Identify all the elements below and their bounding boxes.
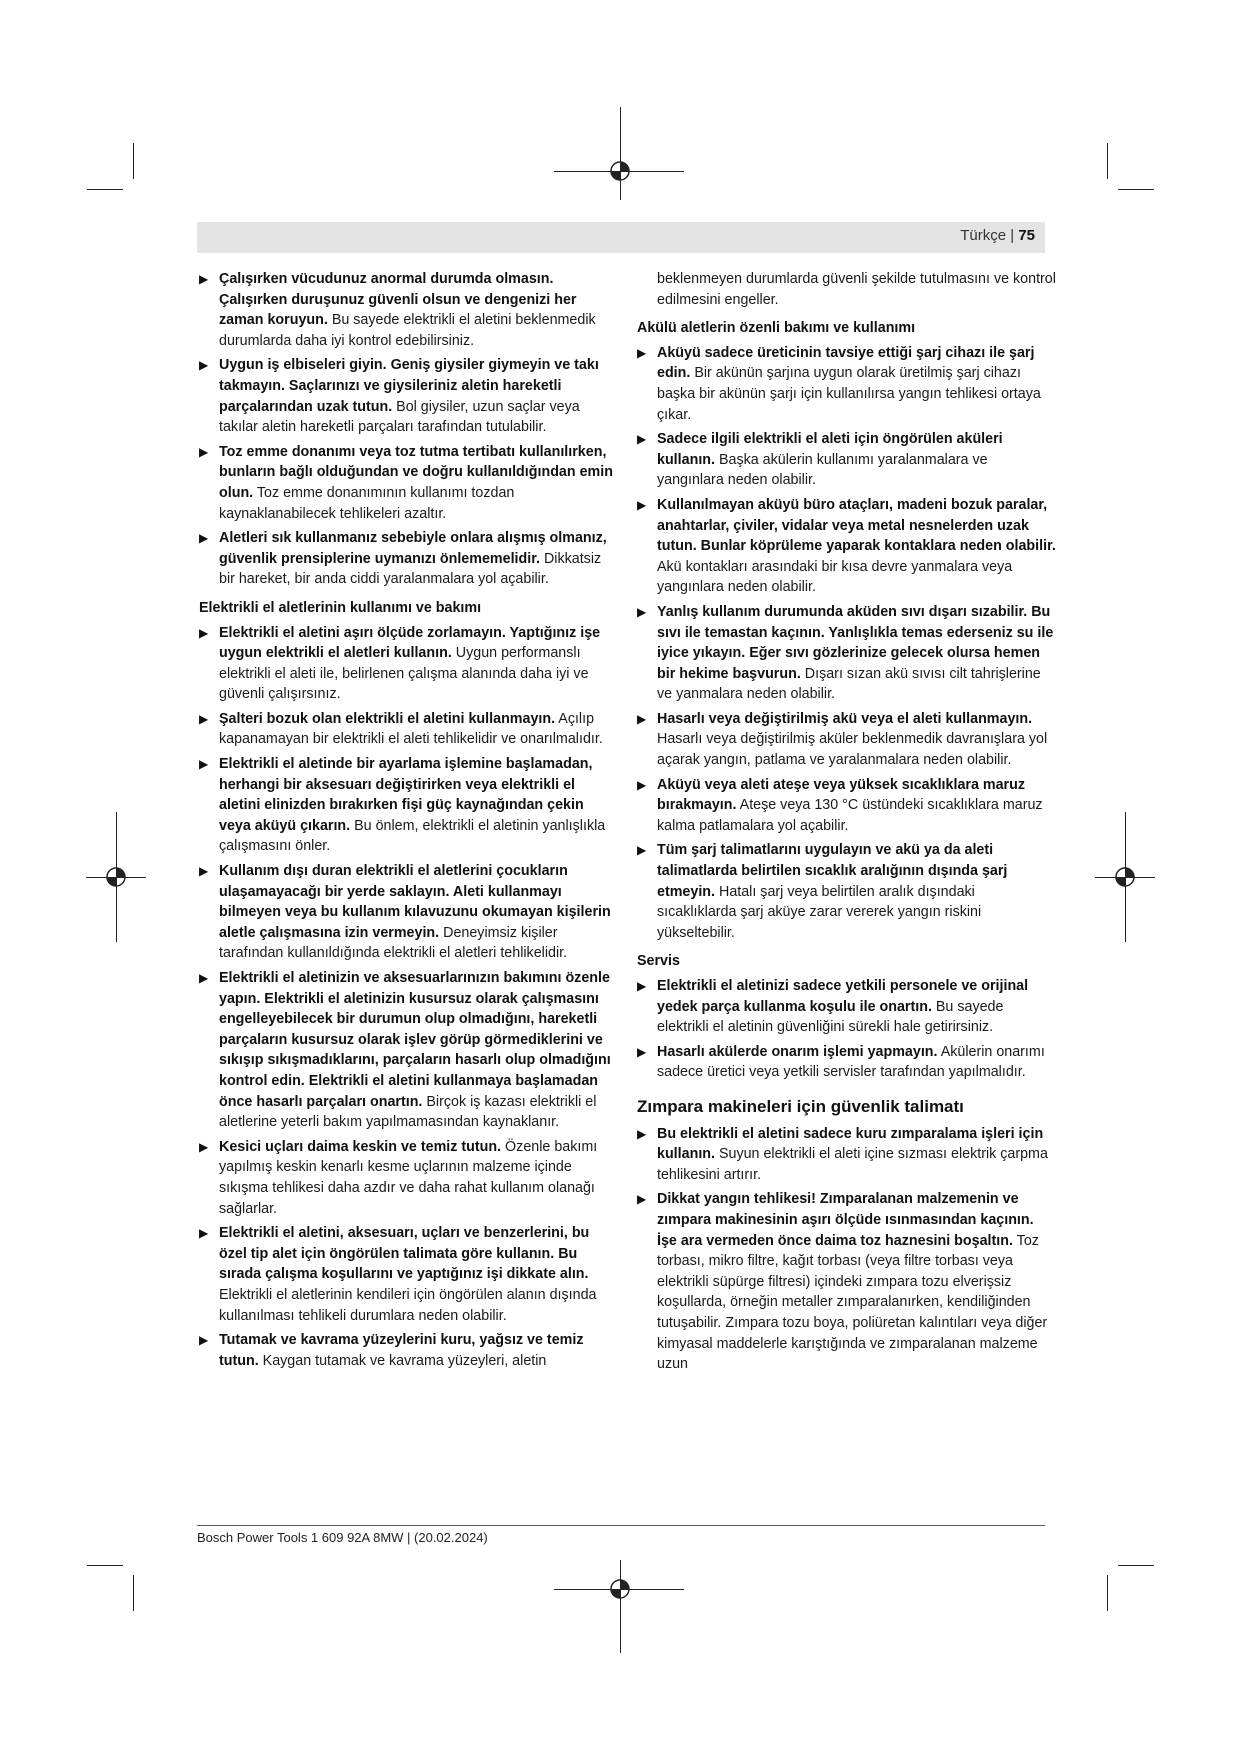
- footer-text: Bosch Power Tools 1 609 92A 8MW | (20.02.2024): [197, 1530, 488, 1545]
- list-item: [199, 442, 617, 524]
- item-text: Bol giysiler, uzun saçlar veya takılar aletin hareketli parçaları tarafından tutulabilir.: [219, 398, 580, 436]
- item-text: Özenle bakımı yapılmış keskin kenarlı kesme uçlarının malzeme içinde sıkışma tehlikesi daha azdır ve daha rahat kullanım olanağı sağlarlar.: [219, 1138, 598, 1217]
- item-text: Bu önlem, elektrikli el aletinin yanlışlıkla çalışmasını önler.: [219, 817, 606, 855]
- header-separator: |: [1010, 227, 1015, 244]
- item-bold-text: Hasarlı veya değiştirilmiş akü veya el aleti kullanmayın.: [657, 710, 1033, 727]
- item-bold-text: Toz emme donanımı veya toz tutma tertibatı kullanılırken, bunların bağlı olduğundan ve doğru kullanıldığından emin olun.: [219, 443, 613, 501]
- item-bold-text: Elektrikli el aletinizin ve aksesuarlarınızın bakımını özenle yapın. Elektrikli el aletinizin kusursuz olarak çalışmasını engelleyebilecek bir durumun olup olmadığını, hareketli parçaların kusursuz olarak işlev görüp görmediklerini ve sıkışıp sıkışmadıklarını, parçaların hasarlı olup olmadığını kontrol edin. Elektrikli el aletini kullanmaya başlamadan önce hasarlı parçaları onartın.: [219, 970, 611, 1110]
- list-item: [637, 1124, 1057, 1186]
- item-text: Deneyimsiz kişiler tarafından kullanıldığında elektrikli el aletleri tehlikelidir.: [219, 924, 568, 962]
- list-item: [199, 355, 617, 437]
- registration-target-icon: [1114, 866, 1136, 888]
- list-item: [199, 528, 617, 590]
- item-bold-text: Tüm şarj talimatlarını uygulayın ve akü ya da aleti talimatlarda belirtilen sıcaklık aralığının dışında şarj etmeyin.: [657, 842, 1008, 900]
- page-number: 75: [1018, 227, 1035, 244]
- item-text: Dışarı sızan akü sıvısı cilt tahrişlerine ve yanmalara neden olabilir.: [657, 665, 1041, 703]
- item-text: Başka akülerin kullanımı yaralanmalara ve yangınlara neden olabilir.: [657, 451, 988, 489]
- list-item: [637, 1189, 1057, 1374]
- left-column: [199, 269, 617, 1375]
- item-text: Hatalı şarj veya belirtilen aralık dışındaki sıcaklıklarda şarj aküye zarar vererek yangın riskini yükseltebilir.: [657, 883, 982, 941]
- item-bold-text: Aletleri sık kullanmanız sebebiyle onlara alışmış olmanız, güvenlik prensiplerine uymanızı önlememelidir.: [219, 530, 607, 567]
- item-bold-text: Kullanılmayan aküyü büro ataçları, madeni bozuk paralar, anahtarlar, çiviler, vidalar veya metal nesnelerden uzak tutun. Bunlar köprüleme yaparak kontaklara neden olabilir.: [657, 496, 1056, 555]
- item-text: Dikkatsiz bir hareket, bir anda ciddi yaralanmalara yol açabilir.: [219, 550, 602, 588]
- item-bold-text: Sadece ilgili elektrikli el aleti için öngörülen aküleri kullanın.: [657, 431, 1003, 468]
- registration-target-icon: [609, 160, 631, 182]
- item-text: Elektrikli el aletlerinin kendileri için öngörülen alanın dışında kullanılması tehlikeli durumlara neden olabilir.: [219, 1286, 597, 1324]
- item-text: Bu sayede elektrikli el aletini beklenmedik durumlarda daha iyi kontrol edebilirsiniz.: [219, 312, 596, 349]
- registration-target-icon: [609, 1578, 631, 1600]
- list-item: [199, 1137, 617, 1219]
- item-bold-text: Elektrikli el aletini aşırı ölçüde zorlamayın. Yaptığınız işe uygun elektrikli el aletleri kullanın.: [219, 624, 601, 662]
- page-header: [197, 222, 1045, 253]
- item-text: Ateşe veya 130 °C üstündeki sıcaklıklara maruz kalma patlamalara yol açabilir.: [657, 797, 1043, 834]
- list-item: [199, 269, 617, 351]
- crop-mark: [1118, 189, 1154, 190]
- registration-line: [620, 1560, 621, 1653]
- crop-mark: [1107, 1575, 1108, 1611]
- list-item: [637, 1042, 1057, 1083]
- item-bold-text: Çalışırken vücudunuz anormal durumda olmasın. Çalışırken duruşunuz güvenli olsun ve dengenizi her zaman koruyun.: [219, 271, 577, 329]
- list-item: [637, 840, 1057, 943]
- header-section: Türkçe: [960, 227, 1007, 244]
- list-item: [199, 709, 617, 750]
- item-bold-text: Elektrikli el aletinde bir ayarlama işlemine başlamadan, herhangi bir aksesuarı değiştirirken veya elektrikli el aletini elinizden bırakırken fişi güç kaynağından çekin veya aküyü çıkarın.: [219, 756, 593, 834]
- item-text: Toz torbası, mikro filtre, kağıt torbası (veya filtre torbası veya elektrikli süpürge filtresi) içindeki zımpara tozu elverişsiz koşullarda, örneğin metaller zımparalanırken, kendiliğinden tutuşabilir. Zımpara tozu boya, poliüretan kalıntıları veya diğer kimyasal maddelerle karıştığında ve zımparalanan malzeme uzun: [657, 1232, 1048, 1373]
- list-item: [199, 754, 617, 857]
- item-text: Akü kontakları arasındaki bir kısa devre yanmalara veya yangınlara neden olabilir.: [657, 558, 1013, 596]
- item-bold-text: Hasarlı akülerde onarım işlemi yapmayın.: [657, 1043, 938, 1060]
- item-text: Birçok iş kazası elektrikli el aletlerine yeterli bakım yapılmamasından kaynaklanır.: [219, 1093, 597, 1131]
- item-text: Bir akünün şarjına uygun olarak üretilmiş şarj cihazı başka bir akünün şarjı için kullanılırsa yangın tehlikesi ortaya çıkar.: [657, 365, 1041, 423]
- item-bold-text: Aküyü veya aleti ateşe veya yüksek sıcaklıklara maruz bırakmayın.: [657, 776, 1025, 814]
- registration-target-icon: [105, 866, 127, 888]
- registration-line: [620, 107, 621, 200]
- subsection-heading: Servis: [637, 953, 680, 970]
- crop-mark: [133, 1575, 134, 1611]
- list-item: [199, 623, 617, 705]
- item-bold-text: Elektrikli el aletini, aksesuarı, uçları ve benzerlerini, bu özel tip alet için öngörülen talimata göre kullanın. Bu sırada çalışma koşullarını ve yaptığınız işi dikkate alın.: [219, 1225, 590, 1283]
- crop-mark: [133, 143, 134, 179]
- right-column: [637, 269, 1057, 1379]
- item-bold-text: Tutamak ve kavrama yüzeylerini kuru, yağsız ve temiz tutun.: [219, 1332, 584, 1369]
- header-label: [960, 227, 1035, 244]
- item-bold-text: Yanlış kullanım durumunda aküden sıvı dışarı sızabilir. Bu sıvı ile temastan kaçının. Yanlışlıkla temas ederseniz su ile iyice yıkayın. Eğer sıvı gözlerinize gelecek olursa hemen bir hekime başvurun.: [657, 603, 1054, 682]
- item-bold-text: Kullanım dışı duran elektrikli el aletlerini çocukların ulaşamayacağı bir yerde saklayın. Aleti kullanmayı bilmeyen veya bu kullanım kılavuzunu okumayan kişilerin aletle çalışmasına izin vermeyin.: [219, 863, 611, 941]
- list-item: [637, 429, 1057, 491]
- section-heading: Zımpara makineleri için güvenlik talimatı: [637, 1096, 964, 1116]
- item-text: Akülerin onarımı sadece üretici veya yetkili servisler tarafından yapılmalıdır.: [657, 1043, 1045, 1081]
- crop-mark: [1107, 143, 1108, 179]
- item-text: Hasarlı veya değiştirilmiş aküler beklenmedik davranışlara yol açarak yangın, patlama ve yaralanmalara neden olabilir.: [657, 731, 1048, 769]
- subsection-heading: Akülü aletlerin özenli bakımı ve kullanımı: [637, 320, 916, 337]
- item-text: Uygun performanslı elektrikli el aleti ile, belirlenen çalışma alanında daha iyi ve güvenli çalışırsınız.: [219, 645, 589, 703]
- item-text: Toz emme donanımının kullanımı tozdan kaynaklanabilecek tehlikeleri azaltır.: [219, 484, 515, 522]
- item-bold-text: Elektrikli el aletinizi sadece yetkili personele ve orijinal yedek parça kullanma koşulu ile onartın.: [657, 978, 1029, 1015]
- item-bold-text: Kesici uçları daima keskin ve temiz tutun.: [219, 1138, 502, 1155]
- item-bold-text: Şalteri bozuk olan elektrikli el aletini kullanmayın.: [219, 710, 556, 727]
- list-item: [199, 1223, 617, 1326]
- crop-mark: [1118, 1565, 1154, 1566]
- list-item: [199, 1330, 617, 1371]
- list-item: [637, 775, 1057, 837]
- subsection-heading: Elektrikli el aletlerinin kullanımı ve bakımı: [199, 599, 482, 616]
- item-text: Açılıp kapanamayan bir elektrikli el aleti tehlikelidir ve onarılmalıdır.: [219, 710, 603, 748]
- item-text: Suyun elektrikli el aleti içine sızması elektrik çarpma tehlikesini artırır.: [657, 1146, 1048, 1183]
- item-bold-text: Dikkat yangın tehlikesi! Zımparalanan malzemenin ve zımpara makinesinin aşırı ölçüde ısınmasından kaçının. İşe ara vermeden önce daima toz haznesini boşaltın.: [657, 1191, 1034, 1249]
- list-item: [637, 602, 1057, 705]
- item-text: Bu sayede elektrikli el aletinin güvenliğini sürekli hale getirirsiniz.: [657, 998, 1004, 1036]
- item-bold-text: Bu elektrikli el aletini sadece kuru zımparalama işleri için kullanın.: [657, 1125, 1044, 1163]
- list-item: [637, 709, 1057, 771]
- list-item: [637, 343, 1057, 425]
- paragraph: beklenmeyen durumlarda güvenli şekilde tutulmasını ve kontrol edilmesini engeller.: [657, 271, 1056, 308]
- item-bold-text: Aküyü sadece üreticinin tavsiye ettiği şarj cihazı ile şarj edin.: [657, 344, 1035, 382]
- list-item: [199, 861, 617, 964]
- footer-divider: [197, 1525, 1045, 1526]
- list-item: [637, 495, 1057, 598]
- item-bold-text: Uygun iş elbiseleri giyin. Geniş giysiler giymeyin ve takı takmayın. Saçlarınızı ve giysileriniz aletin hareketli parçalarından uzak tutun.: [219, 357, 599, 415]
- crop-mark: [87, 1565, 123, 1566]
- list-item: [637, 976, 1057, 1038]
- list-item: [199, 968, 617, 1133]
- item-text: Kaygan tutamak ve kavrama yüzeyleri, aletin: [258, 1352, 547, 1369]
- crop-mark: [87, 189, 123, 190]
